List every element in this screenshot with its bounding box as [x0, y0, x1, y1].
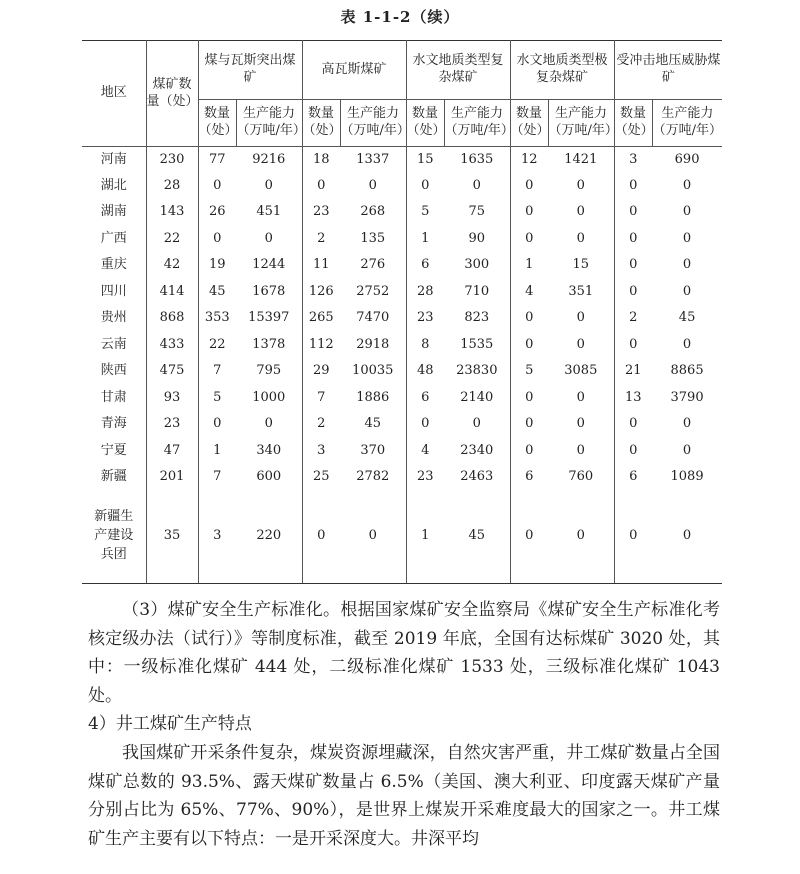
- table-row: [82, 279, 722, 306]
- cell-count: 19: [208, 257, 226, 273]
- cell-capacity: 0: [548, 332, 614, 359]
- cell-total: 35: [146, 491, 198, 583]
- header-group-high-gas: 高瓦斯煤矿: [302, 41, 406, 100]
- cell-capacity: 0: [548, 438, 614, 465]
- subheader-capacity: 生产能力（万吨/年）: [340, 100, 406, 147]
- cell-count: 0: [629, 257, 638, 273]
- cell-capacity: 2918: [340, 332, 406, 359]
- table-row: [82, 465, 722, 492]
- cell-region: 陕西: [82, 359, 146, 386]
- cell-capacity: 0: [682, 257, 692, 273]
- cell-count: 353: [204, 310, 230, 326]
- cell-capacity: 0: [548, 226, 614, 253]
- coal-mine-table-container: [82, 40, 722, 584]
- table-row: [82, 332, 722, 359]
- cell-count: 2: [629, 310, 638, 326]
- cell-region: 四川: [82, 279, 146, 306]
- cell-count: 1: [406, 491, 444, 583]
- cell-count: 22: [208, 336, 226, 352]
- cell-count: 45: [208, 283, 226, 299]
- cell-count: 0: [629, 177, 638, 193]
- cell-capacity: 23830: [444, 359, 510, 386]
- paragraph: （3）煤矿安全生产标准化。根据国家煤矿安全监察局《煤矿安全生产标准化考核定级办法（试行）》等制度标准，截至 2019 年底，全国有达标煤矿 3020 处，其中：一级标准化煤矿 444 处，二级标准化煤矿 1533 处，三级标准化煤矿 1043 处。: [88, 600, 720, 706]
- cell-capacity: 10035: [340, 359, 406, 386]
- coal-mine-table: [82, 40, 722, 584]
- cell-count: 0: [317, 177, 326, 193]
- cell-capacity: 1244: [236, 253, 302, 280]
- cell-count: 0: [525, 336, 534, 352]
- cell-capacity: 0: [236, 226, 302, 253]
- cell-capacity: 1089: [670, 469, 704, 485]
- cell-count: 23: [417, 469, 434, 485]
- cell-total: 201: [146, 465, 198, 492]
- cell-count: 0: [629, 336, 638, 352]
- cell-capacity: 2782: [340, 465, 406, 492]
- cell-count: 0: [629, 442, 638, 458]
- cell-capacity: 0: [682, 204, 692, 220]
- cell-capacity: 3085: [548, 359, 614, 386]
- cell-capacity: 2752: [340, 279, 406, 306]
- cell-capacity: 600: [236, 465, 302, 492]
- header-group-hydro-complex: 水文地质类型复杂煤矿: [406, 41, 510, 100]
- cell-count: 15: [417, 151, 434, 167]
- cell-count: 0: [629, 283, 638, 299]
- cell-capacity: 90: [444, 226, 510, 253]
- header-group-hydro-very-complex: 水文地质类型极复杂煤矿: [510, 41, 614, 100]
- cell-capacity: 0: [682, 283, 692, 299]
- cell-count: 8: [421, 336, 430, 352]
- cell-count: 18: [312, 151, 330, 167]
- cell-capacity: 0: [682, 442, 692, 458]
- subheader-capacity: 生产能力（万吨/年）: [444, 100, 510, 147]
- cell-count: 7: [213, 469, 222, 485]
- cell-count: 4: [421, 442, 430, 458]
- cell-count: 26: [208, 204, 226, 220]
- subheader-count: 数量（处）: [198, 100, 236, 147]
- cell-total: 42: [146, 253, 198, 280]
- cell-count: 12: [521, 151, 538, 167]
- subheader-count: 数量（处）: [302, 100, 340, 147]
- cell-count: 126: [308, 283, 334, 299]
- cell-capacity: 0: [548, 385, 614, 412]
- cell-region: 青海: [82, 412, 146, 439]
- cell-capacity: 0: [548, 173, 614, 200]
- cell-count: 48: [417, 363, 434, 379]
- header-region: 地区: [82, 41, 146, 147]
- cell-count: 0: [525, 204, 534, 220]
- cell-region: 重庆: [82, 253, 146, 280]
- table-caption: 表 1-1-2（续）: [340, 8, 460, 26]
- cell-capacity: 45: [678, 310, 696, 326]
- cell-count: 4: [525, 283, 534, 299]
- cell-count: 29: [312, 363, 330, 379]
- table-row: [82, 253, 722, 280]
- cell-capacity: 0: [444, 412, 510, 439]
- cell-count: 6: [525, 469, 534, 485]
- subheader-capacity: 生产能力（万吨/年）: [236, 100, 302, 147]
- cell-capacity: 0: [548, 412, 614, 439]
- table-row: [82, 412, 722, 439]
- cell-capacity: 1678: [236, 279, 302, 306]
- cell-count: 5: [525, 363, 534, 379]
- cell-count: 23: [417, 310, 434, 326]
- cell-capacity: 2140: [444, 385, 510, 412]
- cell-capacity: 1421: [548, 147, 614, 174]
- cell-count: 3: [629, 151, 638, 167]
- cell-count: 265: [308, 310, 334, 326]
- cell-capacity: 1886: [340, 385, 406, 412]
- cell-count: 0: [525, 177, 534, 193]
- cell-count: 13: [625, 389, 642, 405]
- cell-count: 0: [213, 230, 222, 246]
- cell-capacity: 0: [236, 173, 302, 200]
- cell-capacity: 340: [236, 438, 302, 465]
- cell-capacity: 45: [444, 491, 510, 583]
- cell-count: 5: [213, 389, 222, 405]
- cell-capacity: 8865: [670, 363, 704, 379]
- cell-count: 0: [525, 230, 534, 246]
- cell-capacity: 0: [682, 230, 692, 246]
- subheader-capacity: 生产能力（万吨/年）: [548, 100, 614, 147]
- cell-capacity: 823: [444, 306, 510, 333]
- cell-count: 6: [421, 257, 430, 273]
- cell-capacity: 795: [236, 359, 302, 386]
- cell-count: 2: [317, 416, 326, 432]
- table-row: [82, 438, 722, 465]
- cell-count: 0: [629, 416, 638, 432]
- cell-count: 0: [421, 416, 430, 432]
- cell-count: 0: [629, 204, 638, 220]
- cell-count: 0: [525, 310, 534, 326]
- cell-capacity: 15: [548, 253, 614, 280]
- table-row: [82, 491, 722, 583]
- table-row: [82, 147, 722, 174]
- cell-capacity: 300: [444, 253, 510, 280]
- cell-region: 新疆生产建设兵团: [82, 491, 146, 583]
- cell-count: 0: [614, 491, 652, 583]
- table-row: [82, 385, 722, 412]
- cell-capacity: 1337: [340, 147, 406, 174]
- cell-capacity: 2340: [444, 438, 510, 465]
- cell-count: 21: [625, 363, 642, 379]
- cell-count: 28: [417, 283, 434, 299]
- cell-capacity: 135: [340, 226, 406, 253]
- cell-capacity: 0: [548, 200, 614, 227]
- cell-count: 1: [421, 230, 430, 246]
- table-body: [82, 147, 722, 584]
- cell-capacity: 1535: [444, 332, 510, 359]
- cell-count: 0: [213, 416, 222, 432]
- table-row: [82, 173, 722, 200]
- cell-count: 0: [525, 416, 534, 432]
- cell-region: 甘肃: [82, 385, 146, 412]
- cell-capacity: 15397: [236, 306, 302, 333]
- cell-capacity: 45: [340, 412, 406, 439]
- cell-count: 7: [317, 389, 326, 405]
- cell-count: 11: [312, 257, 330, 273]
- cell-capacity: 220: [236, 491, 302, 583]
- cell-total: 475: [146, 359, 198, 386]
- header-group-outburst: 煤与瓦斯突出煤矿: [198, 41, 302, 100]
- cell-total: 868: [146, 306, 198, 333]
- cell-count: 7: [213, 363, 222, 379]
- section-heading: 4）井工煤矿生产特点: [88, 714, 252, 735]
- cell-count: 3: [317, 442, 326, 458]
- cell-region: 新疆: [82, 465, 146, 492]
- cell-capacity: 2463: [444, 465, 510, 492]
- cell-capacity: 268: [340, 200, 406, 227]
- cell-region: 宁夏: [82, 438, 146, 465]
- cell-count: 0: [525, 389, 534, 405]
- cell-count: 0: [629, 230, 638, 246]
- paragraph: 我国煤矿开采条件复杂，煤炭资源埋藏深，自然灾害严重，井工煤矿数量占全国煤矿总数的 93.5%、露天煤矿数量占 6.5%（美国、澳大利亚、印度露天煤矿产量分别占比为 65%、77%、90%），是世界上煤炭开采难度最大的国家之一。井工煤矿生产主要有以下特点：一是开采深度大。井深平均: [88, 742, 720, 849]
- cell-count: 3: [198, 491, 236, 583]
- cell-count: 23: [312, 204, 330, 220]
- cell-capacity: 351: [548, 279, 614, 306]
- cell-count: 25: [312, 469, 330, 485]
- cell-region: 湖北: [82, 173, 146, 200]
- cell-total: 433: [146, 332, 198, 359]
- table-row: [82, 226, 722, 253]
- cell-total: 143: [146, 200, 198, 227]
- cell-capacity: 0: [682, 336, 692, 352]
- cell-count: 0: [525, 442, 534, 458]
- cell-count: 1: [213, 442, 222, 458]
- cell-capacity: 370: [340, 438, 406, 465]
- cell-capacity: 276: [340, 253, 406, 280]
- cell-capacity: 1000: [236, 385, 302, 412]
- cell-total: 93: [146, 385, 198, 412]
- table-row: [82, 359, 722, 386]
- cell-count: 5: [421, 204, 430, 220]
- cell-total: 22: [146, 226, 198, 253]
- cell-capacity: 1635: [444, 147, 510, 174]
- cell-count: 0: [213, 177, 222, 193]
- cell-capacity: 1378: [236, 332, 302, 359]
- subheader-count: 数量（处）: [406, 100, 444, 147]
- cell-capacity: 0: [444, 173, 510, 200]
- cell-capacity: 3790: [670, 389, 704, 405]
- cell-capacity: 0: [682, 416, 692, 432]
- cell-capacity: 690: [674, 151, 700, 167]
- cell-capacity: 9216: [236, 147, 302, 174]
- cell-total: 28: [146, 173, 198, 200]
- subheader-count: 数量（处）: [510, 100, 548, 147]
- cell-region: 湖南: [82, 200, 146, 227]
- cell-total: 230: [146, 147, 198, 174]
- cell-capacity: 7470: [340, 306, 406, 333]
- cell-count: 6: [629, 469, 638, 485]
- cell-capacity: 0: [340, 491, 406, 583]
- cell-capacity: 760: [548, 465, 614, 492]
- cell-region: 河南: [82, 147, 146, 174]
- cell-capacity: 0: [340, 173, 406, 200]
- cell-count: 0: [510, 491, 548, 583]
- cell-capacity: 710: [444, 279, 510, 306]
- cell-total: 414: [146, 279, 198, 306]
- cell-capacity: 0: [236, 412, 302, 439]
- cell-total: 47: [146, 438, 198, 465]
- table-row: [82, 200, 722, 227]
- cell-count: 112: [308, 336, 334, 352]
- table-row: [82, 306, 722, 333]
- cell-region: 贵州: [82, 306, 146, 333]
- subheader-capacity: 生产能力（万吨/年）: [652, 100, 722, 147]
- cell-capacity: 0: [548, 491, 614, 583]
- cell-count: 1: [525, 257, 534, 273]
- cell-total: 23: [146, 412, 198, 439]
- body-text: [88, 596, 720, 853]
- cell-count: 2: [317, 230, 326, 246]
- cell-capacity: 0: [652, 491, 722, 583]
- cell-capacity: 451: [236, 200, 302, 227]
- cell-count: 77: [208, 151, 226, 167]
- cell-capacity: 0: [548, 306, 614, 333]
- cell-count: 0: [302, 491, 340, 583]
- header-group-rock-burst: 受冲击地压威胁煤矿: [614, 41, 722, 100]
- cell-count: 0: [421, 177, 430, 193]
- header-total: 煤矿数量（处）: [146, 41, 198, 147]
- cell-capacity: 75: [444, 200, 510, 227]
- cell-count: 6: [421, 389, 430, 405]
- cell-capacity: 0: [682, 177, 692, 193]
- subheader-count: 数量（处）: [614, 100, 652, 147]
- cell-region: 广西: [82, 226, 146, 253]
- cell-region: 云南: [82, 332, 146, 359]
